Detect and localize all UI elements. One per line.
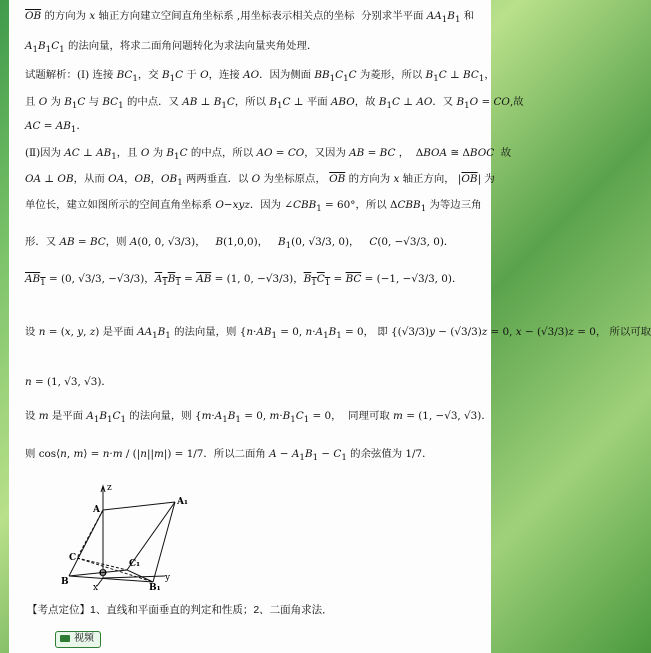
vector-ob: $\overline{OB}$ bbox=[25, 10, 42, 22]
label-b1: B₁ bbox=[149, 583, 161, 593]
video-tab-label: 视频 bbox=[74, 633, 94, 644]
label-x: x bbox=[93, 583, 99, 593]
text-line-11: 设 n = (x, y, z) 是平面 $AA_1B_1$ 的法向量，则 {$n\cdot AB_1 = 0$, $n\cdot A_1B_1 = 0$， 即 {(√3/3)y − (√3/3)z = 0, x − (√3/3)z = 0， 所以可取 bbox=[25, 326, 651, 342]
label-z: z bbox=[107, 483, 112, 493]
label-c1: C₁ bbox=[129, 559, 141, 569]
text-line-2: $A_1B_1C_1$ 的法向量，将求二面角问题转化为求法向量夹角处理． bbox=[25, 40, 318, 56]
video-icon bbox=[60, 635, 70, 642]
text-line-12: n = (1, √3, √3)． bbox=[25, 376, 112, 388]
prism-figure bbox=[57, 480, 197, 593]
label-a1: A₁ bbox=[177, 497, 188, 507]
text-line-14: 则 cos⟨n, m⟩ = n·m / (|n||m|) = 1/7．所以二面角 $A - A_1B_1 - C_1$ 的余弦值为 1/7． bbox=[25, 448, 433, 464]
label-c: C bbox=[69, 553, 77, 563]
text-line-5: AC = $AB_1$． bbox=[25, 120, 87, 136]
label-o: O bbox=[99, 569, 107, 579]
text-line-3: 试题解析：(Ⅰ) 连接 $BC_1$，交 $B_1C$ 于 O，连接 AO．因为侧面 $BB_1C_1C$ 为菱形，所以 $B_1C$ ⊥ $BC_1$， bbox=[25, 69, 495, 85]
text-line-13: 设 m 是平面 $A_1B_1C_1$ 的法向量，则 {$m\cdot A_1B_1 = 0$, $m\cdot B_1C_1 = 0$， 同理可取 m = (1, −√3, √3)． bbox=[25, 410, 492, 426]
text-line-9: 形．又 AB = BC，则 A(0, 0, √3/3)， B(1,0,0)， $B_1(0$, √3/3, 0)， C(0, −√3/3, 0)． bbox=[25, 236, 455, 252]
label-y: y bbox=[165, 573, 171, 583]
text-line-10: $AB_1 = (0$, √3/3, −√3/3)，$A_1B_1 = \overline{AB} = (1$, 0, −√3/3)，$B_1C_1 = \overline{BC} = (-1$, −√3/3, 0)． bbox=[25, 273, 463, 289]
line-1-rest: 的方向为 x 轴正方向建立空间直角坐标系 ,用坐标表示相关点的坐标 分别求半平面 $AA_1B_1$ 和 bbox=[44, 10, 475, 26]
footer-note: 【考点定位】1、直线和平面垂直的判定和性质；2、二面角求法． bbox=[27, 604, 333, 616]
text-line-6: (Ⅱ)因为 AC ⊥ $AB_1$，且 O 为 $B_1C$ 的中点，所以 AO = CO，又因为 AB = BC ， ΔBOA ≅ ΔBOC 故 bbox=[25, 147, 512, 163]
text-line-8: 单位长，建立如图所示的空间直角坐标系 O−xyz．因为 $\angle CBB_1 = 60^\circ$，所以 $\Delta CBB_1$ 为等边三角 bbox=[25, 199, 482, 215]
video-tab[interactable] bbox=[55, 631, 101, 648]
text-line-1 bbox=[25, 10, 483, 26]
label-b: B bbox=[61, 577, 69, 587]
label-a: A bbox=[93, 505, 100, 515]
text-line-4: 且 O 为 $B_1C$ 与 $BC_1$ 的中点．又 AB ⊥ $B_1C$，所以 $B_1C$ ⊥ 平面 ABO，故 $B_1C$ ⊥ AO．又 $B_1O$ = CO,故 bbox=[25, 96, 524, 112]
document-page bbox=[9, 0, 651, 653]
text-line-7: OA ⊥ OB，从而 OA，OB，$OB_1$ 两两垂直．以 O 为坐标原点， $\overline{OB}$ 的方向为 x 轴正方向， $|\overline{OB}|$ 为 bbox=[25, 173, 495, 189]
